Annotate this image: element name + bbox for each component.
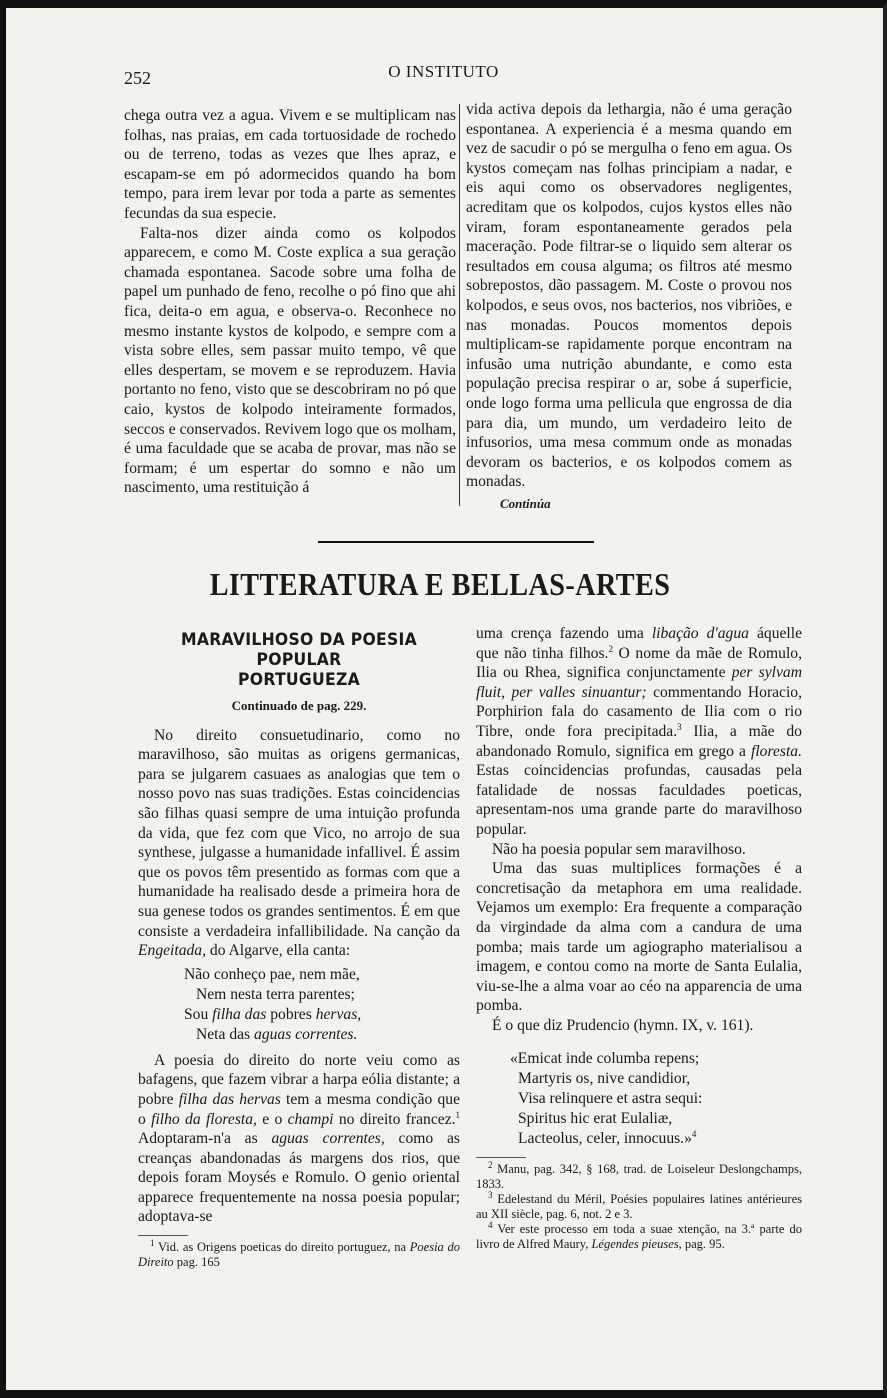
text: do Algarve, ella canta: <box>209 942 351 960</box>
article-left-column <box>138 630 460 1270</box>
footnotes <box>476 1157 802 1252</box>
verse-line: Nem nesta terra parentes; <box>196 985 355 1003</box>
paragraph: É o que diz Prudencio (hymn. IX, v. 161). <box>492 1016 754 1034</box>
top-right-column <box>466 100 792 513</box>
paragraph: uma crença fazendo uma libação d'agua áquelle que não tinha filhos.$^2$ O nome da mãe de Romulo, Ilia ou Rhea, significa conjunctamente per sylvam fluit, per valles sinuantur; commentando Horacio, Porphirion fala do casamento de Ilia com o rio Tibre, onde fora precipitada.$^3$ Ilia, a mãe do abandonado Romulo, significa em grego a floresta. Estas coincidencias profundas, causadas pela fatalidade de nossas faculdades poeticas, apresentam-nos uma grande parte do maravilhoso popular. <box>476 625 803 838</box>
footnote-rule <box>138 1235 188 1236</box>
paragraph: Uma das suas multiplices formações é a concretisação da metaphora em uma realidade. Vejamos um exemplo: Era frequente a comparação da virgindade da alma com a candura de uma pomba; mais tarde um agiographo materialisou a imagem, e contou como na morte de Santa Eulalia, viu-se-lhe a alma voar ao céo na apparencia de uma pomba. <box>476 860 802 1015</box>
verse-line: Neta das aguas correntes. <box>196 1025 358 1043</box>
column-divider <box>459 104 460 506</box>
verse-line: Não conheço pae, nem mãe, <box>184 965 360 983</box>
footnote: $^2$ Manu, pag. 342, § 168, trad. de Loiseleur Deslongchamps, 1833. <box>476 1160 802 1192</box>
article-title-line2: PORTUGUEZA <box>238 670 360 690</box>
latin-line: Lacteolus, celer, innocuus.»$^4$ <box>518 1129 697 1148</box>
latin-line: «Emicat inde columba repens; <box>510 1050 700 1068</box>
latin-quote <box>510 1049 802 1149</box>
verse-line: Sou filha das pobres hervas, <box>184 1005 362 1023</box>
paragraph: chega outra vez a agua. Vivem e se multiplicam nas folhas, nas praias, em cada tortuosidade de rochedo ou de terreno, todas as vezes que lhes apraz, e escapam-se em pó adormecidos quando ha bom tempo, para irem levar por toda a parte as sementes fecundas da sua especie. <box>124 107 456 222</box>
footnotes <box>138 1235 460 1270</box>
paragraph: Falta-nos dizer ainda como os kolpodos apparecem, e como M. Coste explica a sua geração chamada espontanea. Sacode sobre uma folha de papel um punhado de feno, recolhe o pó fino que ahi fica, deita-o em agua, e observa-o. Reconhece no mesmo instante kystos de kolpodo, e sempre com a vista sobre elles, sem passar muito tempo, vê que elles despertam, se movem e se reproduzem. Havia portanto no feno, visto que se descobriram no pó que caio, kystos de kolpodo inteiramente formados, seccos e conservados. Revivem logo que os molham, é uma faculdade que se acaba de provar, mas não se formam; é um espertar do somno e não um nascimento, uma restituição á <box>124 224 456 497</box>
footnote-rule <box>476 1157 526 1158</box>
paragraph: vida activa depois da lethargia, não é uma geração espontanea. A experiencia é a mesma quando em vez de sacudir o pó se mergulha o feno em agua. Os kystos começam nas folhas principiam a nadar, e eis aqui como os observadores negligentes, acreditam que os kolpodos, cujos kystos elles não viram, foram espontaneamente gerados pela maceração. Pode filtrar-se o liquido sem alterar os resultados em cousa alguma; os filtros até mesmo sobrepostos, dão passagem. M. Coste o provou nos kolpodos, e seus ovos, nos bacterios, nos vibriões, e nas monadas. Poucos momentos depois multiplicam-se rapidamente porque encontram na infusão uma nutrição abundante, e como esta população precisa respirar o ar, sobe á superficie, onde logo forma uma pellicula que engrossa de dia para dia, um mundo, um verdadeiro leito de infusorios, uma mesa commum onde as monadas devoram os bacterios, e os kolpodos comem as monadas. <box>466 101 792 491</box>
footnote: $^1$ Vid. as Origens poeticas do direito portuguez, na Poesia do Direito pag. 165 <box>138 1237 460 1270</box>
section-title: LITTERATURA E BELLAS-ARTES <box>209 566 671 602</box>
article-subtitle: Continuado de pag. 229. <box>231 698 367 713</box>
page-number: 252 <box>124 68 151 88</box>
footnote: $^4$ Ver este processo em toda a suae xtenção, na 3.ª parte do livro de Alfred Maury, Légendes pieuses, pag. 95. <box>476 1220 802 1252</box>
paragraph: A poesia do direito do norte veiu como as bafagens, que fazem vibrar a harpa eólia distante; a pobre filha das hervas tem a mesma condição que o filho da floresta, e o champi no direito francez.$^1$ Adoptaram-n'a as aguas correntes, como as creanças abandonadas ás margens dos rios, que depois foram Moysés e Romulo. O genio oriental apparece frequentemente na nossa poesia popular; adoptava-se <box>138 1051 461 1226</box>
article-title-line1: MARAVILHOSO DA POESIA POPULAR <box>180 630 417 670</box>
verse-quote <box>184 965 460 1045</box>
latin-line: Spiritus hic erat Eulaliæ, <box>518 1110 673 1128</box>
emphasis: Engeitada, <box>138 942 206 960</box>
text: No direito consuetudinario, como no maravilhoso, são muitas as origens germanicas, para se julgarem casuaes as analogias que tem o nosso povo nas suas tradições. Estas coincidencias são filhas quasi sempre de uma intuição profunda da vida, que fez com que Vico, no arrojo de sua synthese, julgasse a humanidade infallivel. É assim que os povos têm presentido as formas com que a humanidade ha realisado desde a primeira hora de sua genese todos os grandes sentimentos. É em que consiste a verdadeira infallibilidade. Na canção da <box>138 726 460 940</box>
running-title: O INSTITUTO <box>388 62 499 81</box>
latin-line: Martyris os, nive candidior, <box>518 1070 691 1088</box>
latin-line: Visa relinquere et astra sequi: <box>518 1090 703 1108</box>
article-right-column <box>476 624 802 1252</box>
section-divider <box>318 541 594 543</box>
top-left-column <box>124 106 456 498</box>
footnote: $^3$ Edelestand du Méril, Poésies populaires latines antérieures au XII siècle, pag. 6, not. 2 e 3. <box>476 1190 802 1222</box>
paragraph: Não ha poesia popular sem maravilhoso. <box>492 840 746 858</box>
continued-label: Continúa <box>500 495 551 511</box>
paragraph <box>138 726 460 961</box>
